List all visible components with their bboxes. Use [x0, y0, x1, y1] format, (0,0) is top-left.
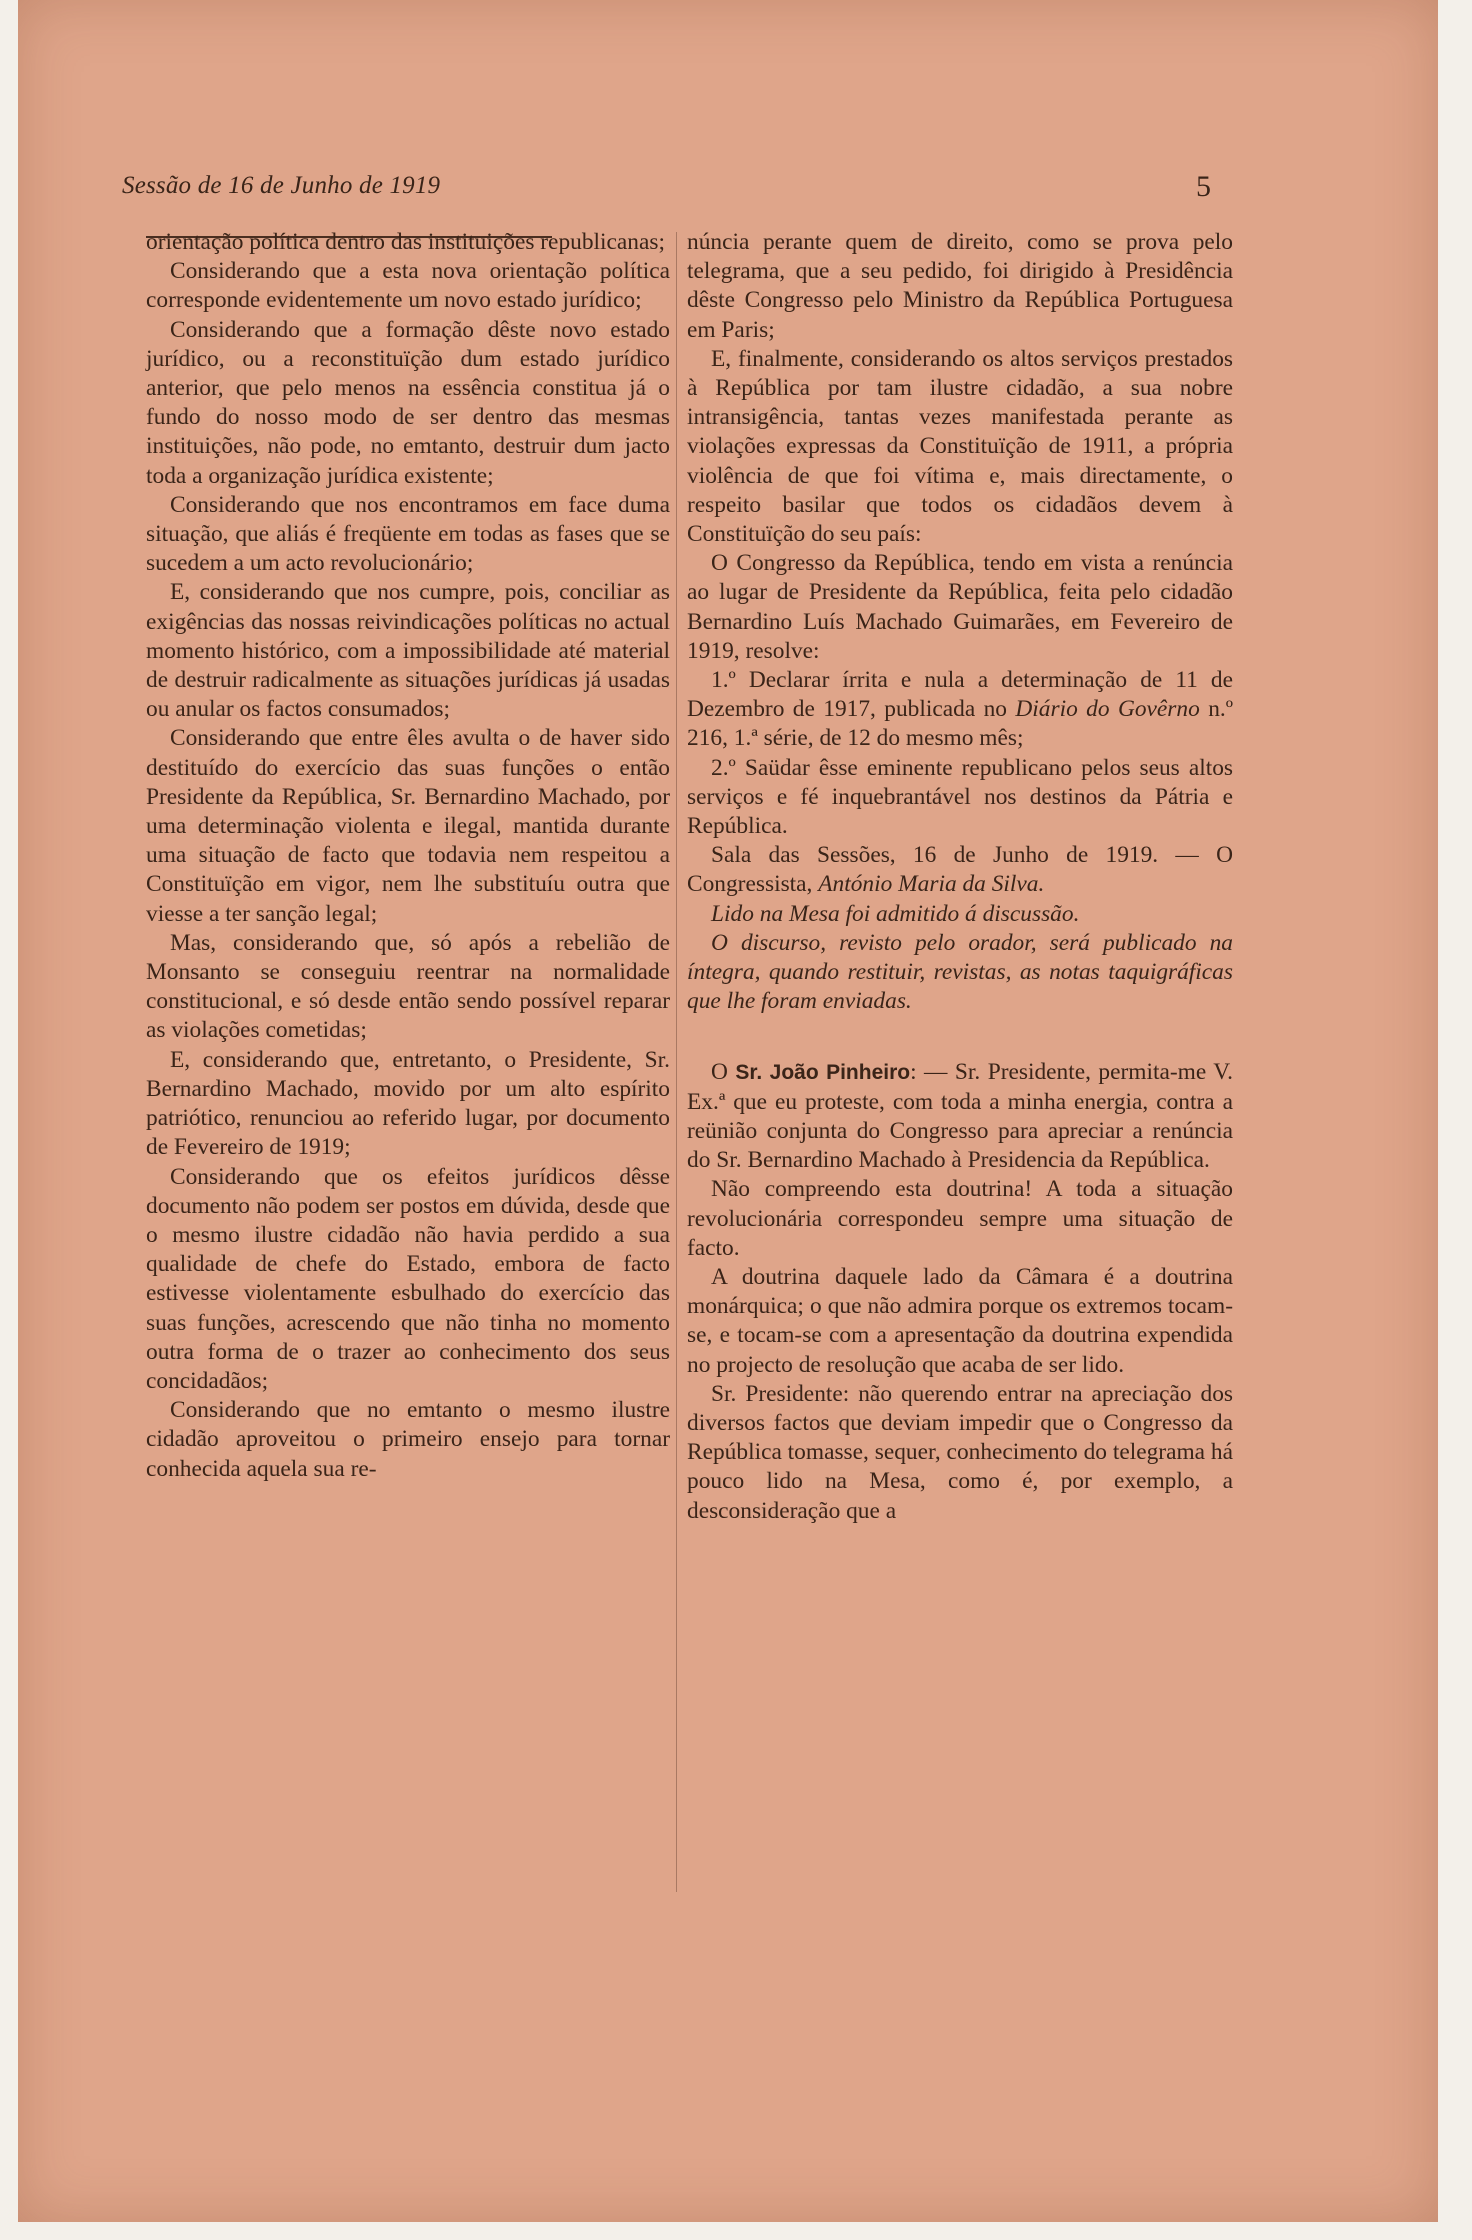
newspaper-page: [18, 0, 1438, 2222]
signature-line: [687, 841, 1233, 899]
paragraph: Sr. Presidente: não querendo entrar na apreciação dos diversos factos que deviam impedir que o Congresso da República tomasse, sequer, conhecimento do telegrama há pouco lido na Mesa, como é, por exemplo, a desconsideração que a: [687, 1380, 1233, 1524]
paragraph: núncia perante quem de direito, como se prova pelo telegrama, que a seu pedido, foi dirigido à Presidência dêste Congresso pelo Ministro da República Portuguesa em Paris;: [687, 229, 1233, 343]
paragraph: Considerando que entre êles avulta o de haver sido destituído do exercício das suas funções o então Presidente da República, Sr. Bernardino Machado, por uma determinação violenta e ilegal, mantida durante uma situação de facto que todavia nem respeitou a Constituïção em vigor, nem lhe substituíu outra que viesse a ter sanção legal;: [146, 725, 670, 927]
note-admitted: Lido na Mesa foi admitido á discussão.: [711, 900, 1080, 927]
note-speech: O discurso, revisto pelo orador, será publicado na íntegra, quando restituir, revistas, as notas taquigráficas que lhe foram enviadas.: [687, 929, 1233, 1015]
paragraph: Mas, considerando que, só após a rebelião de Monsanto se conseguiu reentrar na normalidade constitucional, e só desde então sendo possível reparar as violações cometidas;: [146, 929, 670, 1044]
running-head: Sessão de 16 de Junho de 1919: [122, 172, 441, 199]
paragraph: E, considerando que, entretanto, o Presidente, Sr. Bernardino Machado, movido por um alto espírito patriótico, renunciou ao referido lugar, por documento de Fevereiro de 1919;: [146, 1046, 670, 1161]
paragraph: O Congresso da República, tendo em vista a renúncia ao lugar de Presidente da República, feita pelo cidadão Bernardino Luís Machado Guimarães, em Fevereiro de 1919, resolve:: [687, 550, 1233, 664]
item-text: 1.º Declarar írrita e nula a determinação de 11 de Dezembro de 1917, publicada no: [687, 667, 1233, 723]
signatory-name: António Maria da Silva.: [818, 871, 1045, 898]
paragraph: Considerando que nos encontramos em face duma situação, que aliás é freqüente em todas as fases que se sucedem a um acto revolucionário;: [146, 491, 670, 577]
signature-text: Sala das Sessões, 16 de Junho de 1919. — O Congressista,: [687, 842, 1233, 898]
publication-title: Diário do Govêrno: [1015, 696, 1200, 723]
speech-prefix: O: [711, 1059, 736, 1086]
right-column: [687, 228, 1233, 1526]
page-header: [18, 168, 1438, 208]
paragraph: Considerando que os efeitos jurídicos dêsse documento não podem ser postos em dúvida, desde que o mesmo ilustre cidadão não havia perdido a sua qualidade de chefe do Estado, embora de facto estivesse violentamente esbulhado do exercício das suas funções, acrescendo que não tinha no momento outra forma de o trazer ao conhecimento dos seus concidadãos;: [146, 1163, 670, 1394]
speaker-name: Sr. João Pinheiro: [735, 1061, 911, 1085]
speech-intro: [687, 1058, 1233, 1175]
paragraph: Considerando que a esta nova orientação política corresponde evidentemente um novo estado jurídico;: [146, 258, 670, 314]
paragraph: Considerando que a formação dêste novo estado jurídico, ou a reconstituïção dum estado jurídico anterior, que pelo menos na essência constitua já o fundo do nosso modo de ser dentro das mesmas instituições, não pode, no emtanto, destruir dum jacto toda a organização jurídica existente;: [146, 316, 670, 489]
column-divider: [676, 232, 677, 1892]
paragraph: E, considerando que nos cumpre, pois, conciliar as exigências das nossas reivindicações políticas no actual momento histórico, com a impossibilidade até material de destruir radicalmente as situações jurídicas já usadas ou anular os factos consumados;: [146, 579, 670, 723]
paragraph: Não compreendo esta doutrina! A toda a situação revolucionária correspondeu sempre uma situação de facto.: [687, 1176, 1233, 1261]
paragraph: A doutrina daquele lado da Câmara é a doutrina monárquica; o que não admira porque os extremos tocam-se, e tocam-se com a apresentação da doutrina expendida no projecto de resolução que acaba de ser lido.: [687, 1263, 1233, 1378]
paragraph: E, finalmente, considerando os altos serviços prestados à República por tam ilustre cidadão, a sua nobre intransigência, tantas vezes manifestada perante as violações expressas da Constituïção de 1911, a própria violência de que foi vítima e, mais directamente, o respeito basilar que todos os cidadãos devem à Constituïção do seu país:: [687, 345, 1233, 548]
paragraph: Considerando que no emtanto o mesmo ilustre cidadão aproveitou o primeiro ensejo para tornar conhecida aquela sua re-: [146, 1397, 670, 1482]
left-column: [146, 228, 670, 1484]
resolution-item-1: [687, 666, 1233, 754]
resolution-item-2: 2.º Saüdar êsse eminente republicano pelos seus altos serviços e fé inquebrantável nos destinos da Pátria e República.: [687, 754, 1233, 840]
page-number: 5: [1196, 170, 1211, 203]
paragraph: orientação política dentro das instituições republicanas;: [146, 229, 665, 255]
item-text: n.º 216, 1.ª série, de 12 do mesmo mês;: [687, 696, 1233, 752]
speech-text: : — Sr. Presidente, permita-me V. Ex.ª que eu proteste, com toda a minha energia, contra a reünião conjunta do Congresso para apreciar a renúncia do Sr. Bernardino Machado à Presidencia da República.: [687, 1059, 1233, 1174]
